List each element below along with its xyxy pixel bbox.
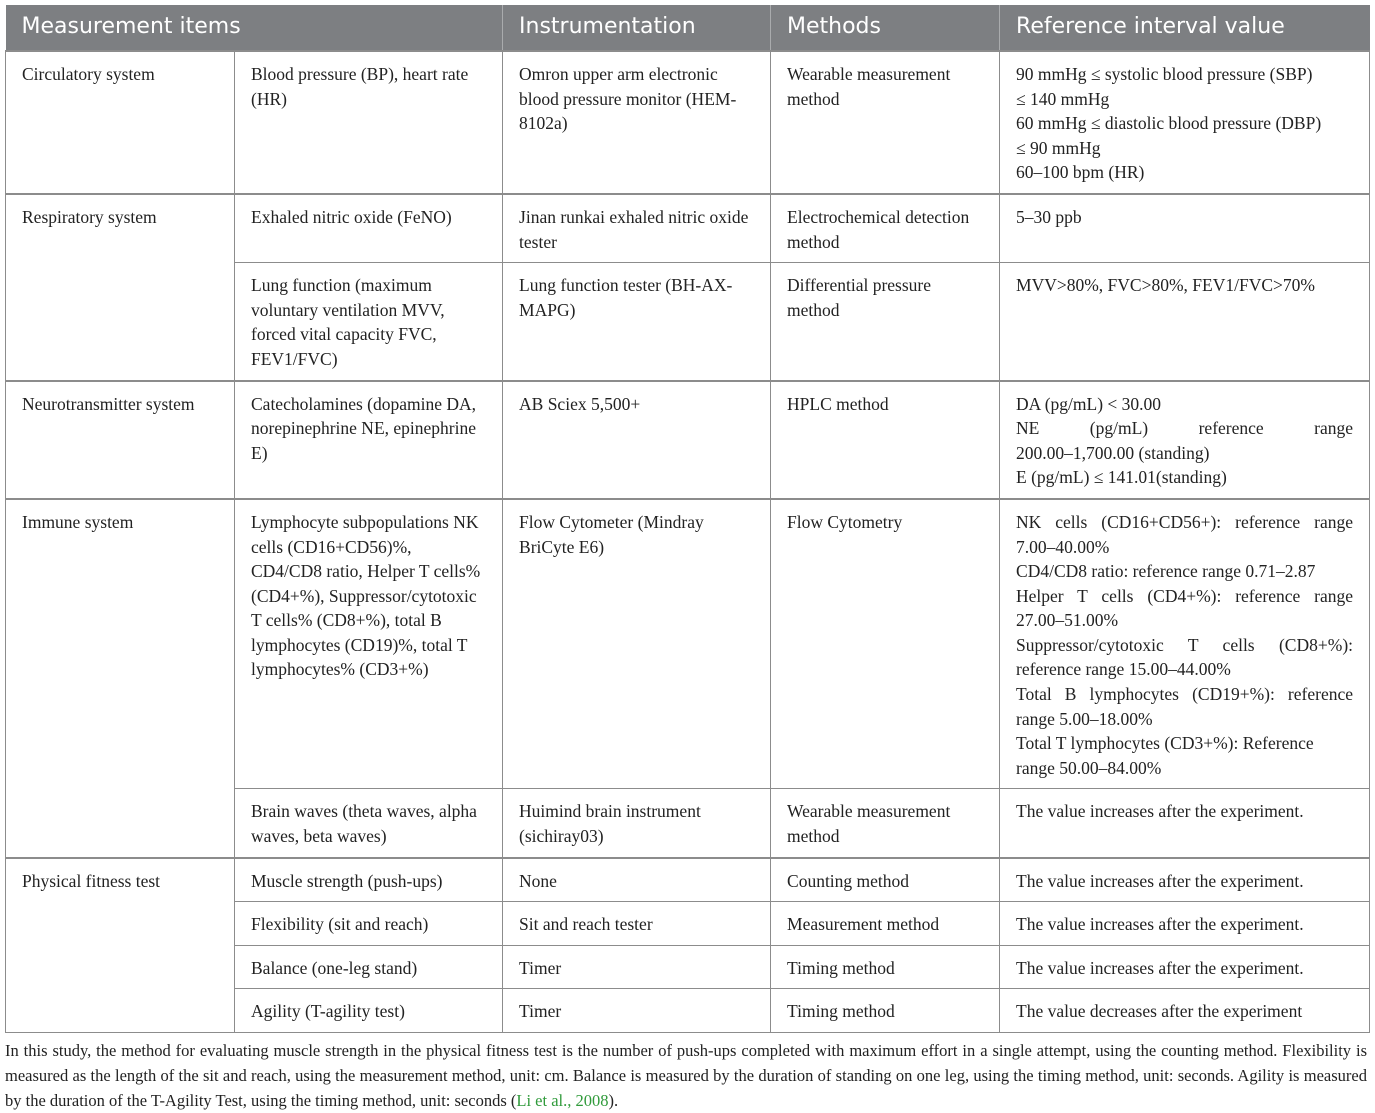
reference-cell: [1000, 499, 1370, 789]
reference-line: Total B lymphocytes (CD19+%): reference: [1016, 684, 1354, 705]
method-cell: Timing method: [771, 945, 1000, 989]
method-cell: Flow Cytometry: [771, 499, 1000, 789]
reference-line: Suppressor/cytotoxic T cells (CD8+%):: [1016, 634, 1354, 655]
reference-cell: The value increases after the experiment.: [1000, 902, 1370, 946]
reference-cell: MVV>80%, FVC>80%, FEV1/FVC>70%: [1000, 263, 1370, 381]
method-cell: HPLC method: [771, 381, 1000, 499]
reference-line: E (pg/mL) ≤ 141.01(standing): [1016, 467, 1227, 488]
reference-line: ≤ 90 mmHg: [1016, 137, 1101, 158]
table-row: [6, 499, 1370, 789]
reference-cell: [1000, 381, 1370, 499]
header-measurement-items: Measurement items: [6, 5, 503, 51]
item-cell: Exhaled nitric oxide (FeNO): [235, 194, 503, 263]
item-cell: Flexibility (sit and reach): [235, 902, 503, 946]
method-cell: Timing method: [771, 989, 1000, 1033]
reference-line: CD4/CD8 ratio: reference range 0.71–2.87: [1016, 561, 1316, 582]
instrument-cell: Timer: [503, 945, 771, 989]
category-cell: Neurotransmitter system: [6, 381, 235, 499]
reference-line: ≤ 140 mmHg: [1016, 88, 1110, 109]
reference-cell: The value increases after the experiment.: [1000, 858, 1370, 902]
instrument-cell: Huimind brain instrument (sichiray03): [503, 789, 771, 858]
reference-line: NK cells (CD16+CD56+): reference range: [1016, 511, 1354, 532]
instrument-cell: Jinan runkai exhaled nitric oxide tester: [503, 194, 771, 263]
instrument-cell: Sit and reach tester: [503, 902, 771, 946]
reference-line: 60 mmHg ≤ diastolic blood pressure (DBP): [1016, 113, 1322, 134]
table-row: [6, 381, 1370, 499]
reference-line: reference range 15.00–44.00%: [1016, 659, 1231, 680]
reference-cell: [1000, 51, 1370, 194]
header-instrumentation: Instrumentation: [503, 5, 771, 51]
method-cell: Counting method: [771, 858, 1000, 902]
reference-line: range 5.00–18.00%: [1016, 708, 1153, 729]
instrument-cell: Timer: [503, 989, 771, 1033]
item-cell: Agility (T-agility test): [235, 989, 503, 1033]
measurement-table: [5, 5, 1370, 1033]
method-cell: Wearable measurement method: [771, 51, 1000, 194]
reference-line: 60–100 bpm (HR): [1016, 162, 1145, 183]
item-cell: Lung function (maximum voluntary ventilation MVV, forced vital capacity FVC, FEV1/FVC): [235, 263, 503, 381]
method-cell: Electrochemical detection method: [771, 194, 1000, 263]
header-reference-interval: Reference interval value: [1000, 5, 1370, 51]
item-cell: Muscle strength (push-ups): [235, 858, 503, 902]
instrument-cell: Flow Cytometer (Mindray BriCyte E6): [503, 499, 771, 789]
footnote-text: In this study, the method for evaluating muscle strength in the physical fitness test is the number of push-ups completed with maximum effort in a single attempt, using the counting method. Flexibility is measured as the length of the sit and reach, using the measurement method, unit: cm. Balance is measured by the duration of standing on one leg, using the timing method, unit: seconds. Agility is measured by the duration of the T-Agility Test, using the timing method, unit: seconds (: [5, 1041, 1367, 1110]
method-cell: Measurement method: [771, 902, 1000, 946]
reference-line: range 50.00–84.00%: [1016, 757, 1162, 778]
table-row: [6, 858, 1370, 902]
reference-line: 7.00–40.00%: [1016, 536, 1110, 557]
reference-line: 27.00–51.00%: [1016, 610, 1119, 631]
measurement-table-figure: [5, 5, 1369, 1113]
table-header-row: [6, 5, 1370, 51]
instrument-cell: None: [503, 858, 771, 902]
reference-line: Helper T cells (CD4+%): reference range: [1016, 585, 1354, 606]
method-cell: Wearable measurement method: [771, 789, 1000, 858]
citation-link[interactable]: Li et al., 2008: [516, 1090, 609, 1110]
item-cell: Balance (one-leg stand): [235, 945, 503, 989]
reference-cell: The value increases after the experiment.: [1000, 789, 1370, 858]
item-cell: Blood pressure (BP), heart rate (HR): [235, 51, 503, 194]
instrument-cell: Omron upper arm electronic blood pressure monitor (HEM-8102a): [503, 51, 771, 194]
category-cell: Respiratory system: [6, 194, 235, 381]
table-row: [6, 51, 1370, 194]
reference-cell: The value decreases after the experiment: [1000, 989, 1370, 1033]
category-cell: Physical fitness test: [6, 858, 235, 1033]
instrument-cell: AB Sciex 5,500+: [503, 381, 771, 499]
reference-cell: The value increases after the experiment.: [1000, 945, 1370, 989]
category-cell: Immune system: [6, 499, 235, 858]
header-methods: Methods: [771, 5, 1000, 51]
instrument-cell: Lung function tester (BH-AX-MAPG): [503, 263, 771, 381]
reference-line: Total T lymphocytes (CD3+%): Reference: [1016, 733, 1314, 754]
item-cell: Lymphocyte subpopulations NK cells (CD16+CD56)%, CD4/CD8 ratio, Helper T cells% (CD4+%), Suppressor/cytotoxic T cells% (CD8+%), total B lymphocytes (CD19)%, total T lymphocytes% (CD3+%): [235, 499, 503, 789]
category-cell: Circulatory system: [6, 51, 235, 194]
reference-line: NE (pg/mL) reference range: [1016, 418, 1354, 439]
reference-line: 90 mmHg ≤ systolic blood pressure (SBP): [1016, 64, 1313, 84]
reference-line: DA (pg/mL) < 30.00: [1016, 393, 1162, 414]
method-cell: Differential pressure method: [771, 263, 1000, 381]
item-cell: Brain waves (theta waves, alpha waves, beta waves): [235, 789, 503, 858]
reference-cell: 5–30 ppb: [1000, 194, 1370, 263]
footnote-tail: ).: [608, 1090, 619, 1110]
table-row: [6, 194, 1370, 263]
reference-line: 200.00–1,700.00 (standing): [1016, 442, 1210, 463]
table-footnote: [5, 1033, 1367, 1113]
item-cell: Catecholamines (dopamine DA, norepinephrine NE, epinephrine E): [235, 381, 503, 499]
